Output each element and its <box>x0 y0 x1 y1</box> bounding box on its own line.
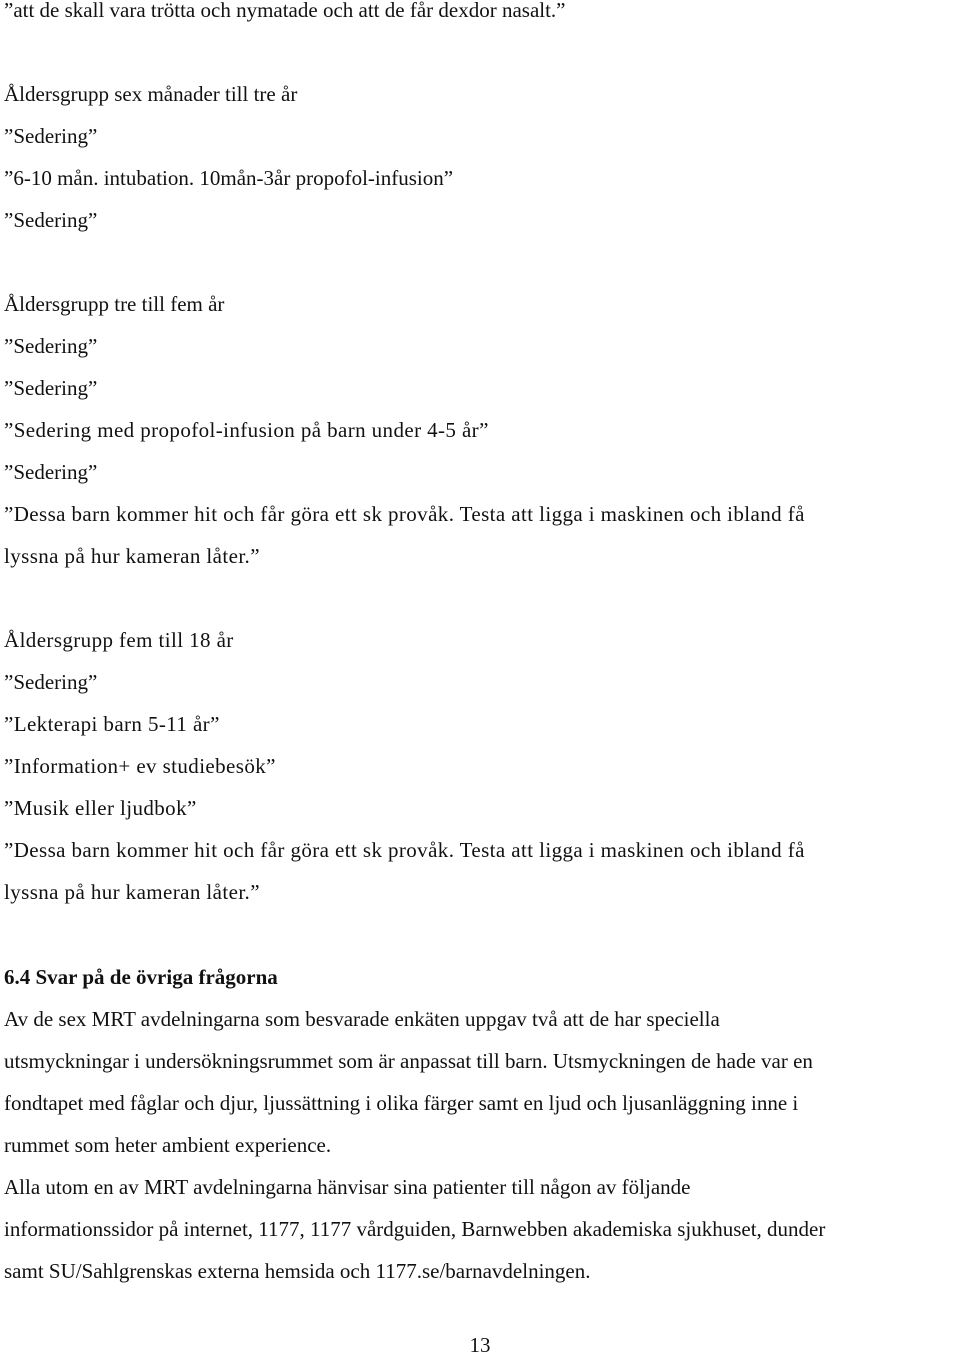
list-item: ”Musik eller ljudbok” <box>4 796 197 820</box>
list-item: ”Information+ ev studiebesök” <box>4 754 276 778</box>
list-item: ”Lekterapi barn 5-11 år” <box>4 712 220 736</box>
paragraph-line: fondtapet med fåglar och djur, ljussättning i olika färger samt en ljud och ljusanläggning inne i <box>4 1091 799 1115</box>
paragraph-line: utsmyckningar i undersökningsrummet som är anpassat till barn. Utsmyckningen de hade var en <box>4 1049 813 1073</box>
list-item: ”Sedering med propofol-infusion på barn under 4-5 år” <box>4 418 489 442</box>
group-heading: Åldersgrupp sex månader till tre år <box>4 82 298 106</box>
paragraph-line: samt SU/Sahlgrenskas externa hemsida och 1177.se/barnavdelningen. <box>4 1259 591 1283</box>
paragraph-line: Av de sex MRT avdelningarna som besvarade enkäten uppgav två att de har speciella <box>4 1007 720 1031</box>
list-item: lyssna på hur kameran låter.” <box>4 544 260 568</box>
list-item: ”Dessa barn kommer hit och får göra ett sk provåk. Testa att ligga i maskinen och ibland få <box>4 502 805 526</box>
paragraph-line: Alla utom en av MRT avdelningarna hänvisar sina patienter till någon av följande <box>4 1175 691 1199</box>
paragraph-line: rummet som heter ambient experience. <box>4 1133 332 1157</box>
list-item: lyssna på hur kameran låter.” <box>4 880 260 904</box>
list-item: ”Sedering” <box>4 376 98 400</box>
list-item: ”Sedering” <box>4 124 98 148</box>
group-heading: Åldersgrupp tre till fem år <box>4 292 225 316</box>
list-item: ”Sedering” <box>4 334 98 358</box>
list-item: ”Sedering” <box>4 208 98 232</box>
intro-line: ”att de skall vara trötta och nymatade och att de får dexdor nasalt.” <box>4 0 566 22</box>
section-heading: 6.4 Svar på de övriga frågorna <box>4 965 278 989</box>
list-item: ”Sedering” <box>4 460 98 484</box>
list-item: ”Dessa barn kommer hit och får göra ett sk provåk. Testa att ligga i maskinen och ibland få <box>4 838 805 862</box>
paragraph-line: informationssidor på internet, 1177, 1177 vårdguiden, Barnwebben akademiska sjukhuset, dunder <box>4 1217 826 1241</box>
list-item: ”Sedering” <box>4 670 98 694</box>
list-item: ”6-10 mån. intubation. 10mån-3år propofol-infusion” <box>4 166 454 190</box>
page-number: 13 <box>469 1333 491 1357</box>
group-heading: Åldersgrupp fem till 18 år <box>4 628 234 652</box>
